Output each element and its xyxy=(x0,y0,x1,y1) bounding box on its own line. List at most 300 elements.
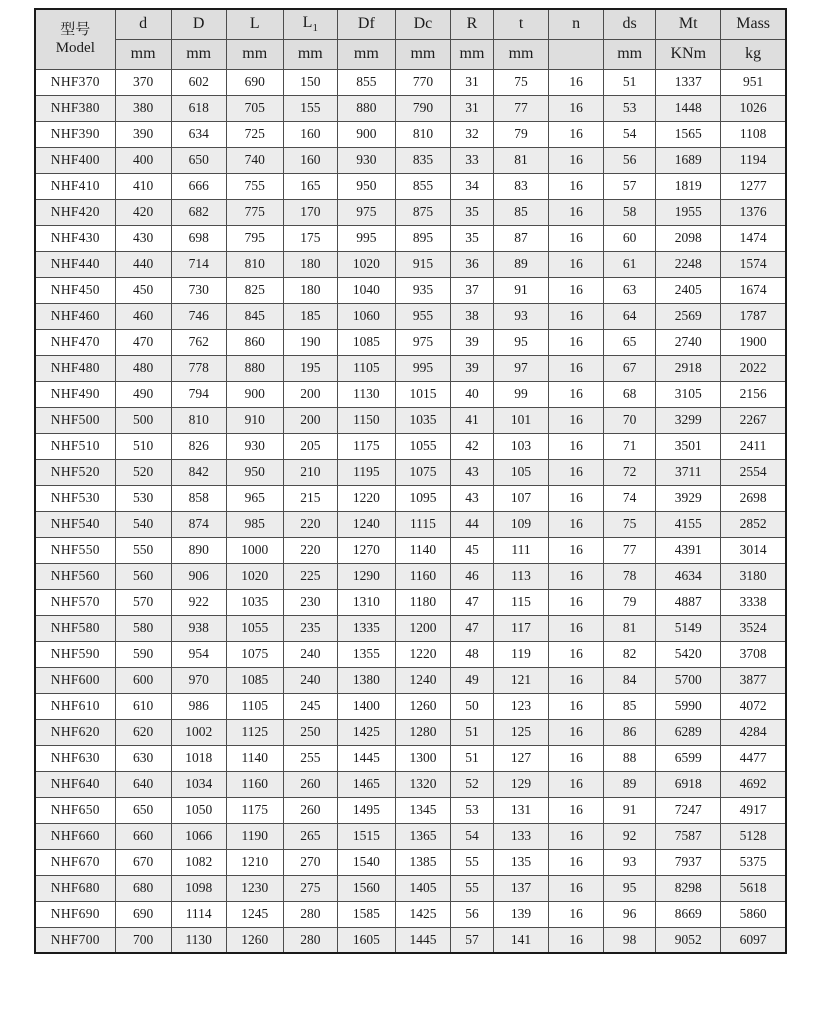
value-cell: 1385 xyxy=(395,849,450,875)
value-cell: 48 xyxy=(450,641,493,667)
value-cell: 845 xyxy=(226,303,283,329)
value-cell: 55 xyxy=(450,849,493,875)
value-cell: 119 xyxy=(494,641,549,667)
value-cell: 91 xyxy=(494,277,549,303)
table-row xyxy=(35,875,786,901)
value-cell: 700 xyxy=(115,927,171,953)
value-cell: 2554 xyxy=(721,459,786,485)
value-cell: 280 xyxy=(283,901,337,927)
table-row xyxy=(35,407,786,433)
value-cell: 1075 xyxy=(395,459,450,485)
column-label-mt: Mt xyxy=(656,9,721,39)
value-cell: 380 xyxy=(115,95,171,121)
model-column-header xyxy=(35,9,115,69)
value-cell: 16 xyxy=(549,589,604,615)
value-cell: 975 xyxy=(395,329,450,355)
value-cell: 109 xyxy=(494,511,549,537)
value-cell: 79 xyxy=(604,589,656,615)
value-cell: 16 xyxy=(549,381,604,407)
value-cell: 16 xyxy=(549,927,604,953)
header-row-labels xyxy=(35,9,786,39)
value-cell: 1105 xyxy=(337,355,395,381)
table-row xyxy=(35,563,786,589)
column-label-n: n xyxy=(549,9,604,39)
value-cell: 4072 xyxy=(721,693,786,719)
value-cell: 725 xyxy=(226,121,283,147)
value-cell: 1240 xyxy=(337,511,395,537)
model-cell: NHF420 xyxy=(35,199,115,225)
value-cell: 3501 xyxy=(656,433,721,459)
value-cell: 3524 xyxy=(721,615,786,641)
value-cell: 1955 xyxy=(656,199,721,225)
value-cell: 121 xyxy=(494,667,549,693)
column-unit-d: mm xyxy=(171,39,226,69)
value-cell: 4887 xyxy=(656,589,721,615)
value-cell: 103 xyxy=(494,433,549,459)
table-row xyxy=(35,771,786,797)
table-row xyxy=(35,511,786,537)
value-cell: 53 xyxy=(450,797,493,823)
value-cell: 225 xyxy=(283,563,337,589)
value-cell: 39 xyxy=(450,329,493,355)
value-cell: 970 xyxy=(171,667,226,693)
table-row xyxy=(35,797,786,823)
value-cell: 125 xyxy=(494,719,549,745)
model-cell: NHF640 xyxy=(35,771,115,797)
value-cell: 1230 xyxy=(226,875,283,901)
value-cell: 200 xyxy=(283,381,337,407)
value-cell: 16 xyxy=(549,693,604,719)
value-cell: 755 xyxy=(226,173,283,199)
value-cell: 16 xyxy=(549,875,604,901)
value-cell: 4391 xyxy=(656,537,721,563)
value-cell: 1345 xyxy=(395,797,450,823)
value-cell: 794 xyxy=(171,381,226,407)
value-cell: 77 xyxy=(494,95,549,121)
value-cell: 1190 xyxy=(226,823,283,849)
value-cell: 1585 xyxy=(337,901,395,927)
table-row xyxy=(35,719,786,745)
value-cell: 900 xyxy=(337,121,395,147)
value-cell: 1115 xyxy=(395,511,450,537)
value-cell: 127 xyxy=(494,745,549,771)
value-cell: 810 xyxy=(171,407,226,433)
value-cell: 4284 xyxy=(721,719,786,745)
value-cell: 54 xyxy=(604,121,656,147)
column-label-r: R xyxy=(450,9,493,39)
value-cell: 1240 xyxy=(395,667,450,693)
value-cell: 85 xyxy=(494,199,549,225)
value-cell: 180 xyxy=(283,277,337,303)
value-cell: 965 xyxy=(226,485,283,511)
value-cell: 1448 xyxy=(656,95,721,121)
value-cell: 1066 xyxy=(171,823,226,849)
value-cell: 93 xyxy=(494,303,549,329)
value-cell: 935 xyxy=(395,277,450,303)
value-cell: 160 xyxy=(283,121,337,147)
model-cell: NHF520 xyxy=(35,459,115,485)
value-cell: 1900 xyxy=(721,329,786,355)
table-row xyxy=(35,641,786,667)
value-cell: 133 xyxy=(494,823,549,849)
value-cell: 1140 xyxy=(395,537,450,563)
value-cell: 770 xyxy=(395,69,450,95)
value-cell: 105 xyxy=(494,459,549,485)
value-cell: 660 xyxy=(115,823,171,849)
value-cell: 880 xyxy=(337,95,395,121)
value-cell: 1495 xyxy=(337,797,395,823)
value-cell: 530 xyxy=(115,485,171,511)
value-cell: 16 xyxy=(549,433,604,459)
value-cell: 740 xyxy=(226,147,283,173)
value-cell: 52 xyxy=(450,771,493,797)
column-unit-r: mm xyxy=(450,39,493,69)
value-cell: 1095 xyxy=(395,485,450,511)
value-cell: 1605 xyxy=(337,927,395,953)
value-cell: 75 xyxy=(494,69,549,95)
value-cell: 270 xyxy=(283,849,337,875)
value-cell: 96 xyxy=(604,901,656,927)
value-cell: 3711 xyxy=(656,459,721,485)
value-cell: 650 xyxy=(115,797,171,823)
value-cell: 1180 xyxy=(395,589,450,615)
value-cell: 9052 xyxy=(656,927,721,953)
value-cell: 31 xyxy=(450,69,493,95)
value-cell: 1200 xyxy=(395,615,450,641)
value-cell: 37 xyxy=(450,277,493,303)
value-cell: 1150 xyxy=(337,407,395,433)
value-cell: 875 xyxy=(395,199,450,225)
value-cell: 1034 xyxy=(171,771,226,797)
model-cell: NHF590 xyxy=(35,641,115,667)
value-cell: 520 xyxy=(115,459,171,485)
model-cell: NHF630 xyxy=(35,745,115,771)
value-cell: 170 xyxy=(283,199,337,225)
value-cell: 43 xyxy=(450,459,493,485)
value-cell: 47 xyxy=(450,615,493,641)
value-cell: 570 xyxy=(115,589,171,615)
column-unit-t: mm xyxy=(494,39,549,69)
column-unit-l1: mm xyxy=(283,39,337,69)
value-cell: 46 xyxy=(450,563,493,589)
value-cell: 4155 xyxy=(656,511,721,537)
value-cell: 64 xyxy=(604,303,656,329)
value-cell: 1376 xyxy=(721,199,786,225)
table-row xyxy=(35,251,786,277)
value-cell: 205 xyxy=(283,433,337,459)
column-label-l1: $L_1$ xyxy=(283,9,337,39)
value-cell: 141 xyxy=(494,927,549,953)
value-cell: 895 xyxy=(395,225,450,251)
value-cell: 93 xyxy=(604,849,656,875)
value-cell: 99 xyxy=(494,381,549,407)
table-row xyxy=(35,901,786,927)
value-cell: 5990 xyxy=(656,693,721,719)
value-cell: 75 xyxy=(604,511,656,537)
value-cell: 77 xyxy=(604,537,656,563)
value-cell: 680 xyxy=(115,875,171,901)
value-cell: 101 xyxy=(494,407,549,433)
value-cell: 39 xyxy=(450,355,493,381)
value-cell: 155 xyxy=(283,95,337,121)
value-cell: 57 xyxy=(450,927,493,953)
value-cell: 1018 xyxy=(171,745,226,771)
value-cell: 135 xyxy=(494,849,549,875)
value-cell: 1380 xyxy=(337,667,395,693)
value-cell: 245 xyxy=(283,693,337,719)
value-cell: 60 xyxy=(604,225,656,251)
value-cell: 67 xyxy=(604,355,656,381)
value-cell: 1108 xyxy=(721,121,786,147)
value-cell: 16 xyxy=(549,485,604,511)
value-cell: 1130 xyxy=(171,927,226,953)
value-cell: 986 xyxy=(171,693,226,719)
value-cell: 260 xyxy=(283,771,337,797)
table-row xyxy=(35,95,786,121)
value-cell: 855 xyxy=(395,173,450,199)
value-cell: 2405 xyxy=(656,277,721,303)
value-cell: 825 xyxy=(226,277,283,303)
column-unit-mass: kg xyxy=(721,39,786,69)
value-cell: 650 xyxy=(171,147,226,173)
value-cell: 111 xyxy=(494,537,549,563)
model-cell: NHF660 xyxy=(35,823,115,849)
value-cell: 16 xyxy=(549,745,604,771)
column-unit-ds: mm xyxy=(604,39,656,69)
model-cell: NHF380 xyxy=(35,95,115,121)
value-cell: 630 xyxy=(115,745,171,771)
value-cell: 8298 xyxy=(656,875,721,901)
table-row xyxy=(35,199,786,225)
value-cell: 210 xyxy=(283,459,337,485)
model-cell: NHF440 xyxy=(35,251,115,277)
value-cell: 123 xyxy=(494,693,549,719)
value-cell: 51 xyxy=(450,719,493,745)
value-cell: 420 xyxy=(115,199,171,225)
value-cell: 95 xyxy=(604,875,656,901)
value-cell: 88 xyxy=(604,745,656,771)
value-cell: 16 xyxy=(549,615,604,641)
value-cell: 1365 xyxy=(395,823,450,849)
value-cell: 400 xyxy=(115,147,171,173)
value-cell: 72 xyxy=(604,459,656,485)
model-cell: NHF700 xyxy=(35,927,115,953)
value-cell: 70 xyxy=(604,407,656,433)
value-cell: 275 xyxy=(283,875,337,901)
value-cell: 510 xyxy=(115,433,171,459)
value-cell: 65 xyxy=(604,329,656,355)
value-cell: 8669 xyxy=(656,901,721,927)
column-unit-n xyxy=(549,39,604,69)
value-cell: 5375 xyxy=(721,849,786,875)
value-cell: 826 xyxy=(171,433,226,459)
value-cell: 280 xyxy=(283,927,337,953)
value-cell: 16 xyxy=(549,329,604,355)
value-cell: 1140 xyxy=(226,745,283,771)
value-cell: 85 xyxy=(604,693,656,719)
value-cell: 810 xyxy=(395,121,450,147)
value-cell: 410 xyxy=(115,173,171,199)
value-cell: 16 xyxy=(549,69,604,95)
value-cell: 682 xyxy=(171,199,226,225)
value-cell: 698 xyxy=(171,225,226,251)
value-cell: 1060 xyxy=(337,303,395,329)
value-cell: 137 xyxy=(494,875,549,901)
value-cell: 68 xyxy=(604,381,656,407)
value-cell: 3105 xyxy=(656,381,721,407)
value-cell: 560 xyxy=(115,563,171,589)
value-cell: 835 xyxy=(395,147,450,173)
model-cell: NHF410 xyxy=(35,173,115,199)
header-row-units xyxy=(35,39,786,69)
column-label-ds: ds xyxy=(604,9,656,39)
column-unit-df: mm xyxy=(337,39,395,69)
value-cell: 620 xyxy=(115,719,171,745)
model-cell: NHF530 xyxy=(35,485,115,511)
value-cell: 165 xyxy=(283,173,337,199)
value-cell: 4634 xyxy=(656,563,721,589)
value-cell: 74 xyxy=(604,485,656,511)
value-cell: 1020 xyxy=(337,251,395,277)
model-cell: NHF690 xyxy=(35,901,115,927)
value-cell: 670 xyxy=(115,849,171,875)
model-cell: NHF390 xyxy=(35,121,115,147)
value-cell: 775 xyxy=(226,199,283,225)
value-cell: 82 xyxy=(604,641,656,667)
value-cell: 618 xyxy=(171,95,226,121)
model-cell: NHF600 xyxy=(35,667,115,693)
value-cell: 43 xyxy=(450,485,493,511)
column-label-dc: Dc xyxy=(395,9,450,39)
value-cell: 5128 xyxy=(721,823,786,849)
value-cell: 53 xyxy=(604,95,656,121)
value-cell: 220 xyxy=(283,537,337,563)
value-cell: 370 xyxy=(115,69,171,95)
value-cell: 790 xyxy=(395,95,450,121)
table-row xyxy=(35,745,786,771)
value-cell: 2248 xyxy=(656,251,721,277)
table-row xyxy=(35,329,786,355)
value-cell: 51 xyxy=(450,745,493,771)
value-cell: 1245 xyxy=(226,901,283,927)
value-cell: 1085 xyxy=(226,667,283,693)
table-row xyxy=(35,433,786,459)
value-cell: 810 xyxy=(226,251,283,277)
value-cell: 860 xyxy=(226,329,283,355)
value-cell: 1280 xyxy=(395,719,450,745)
model-cell: NHF400 xyxy=(35,147,115,173)
value-cell: 16 xyxy=(549,225,604,251)
table-row xyxy=(35,537,786,563)
value-cell: 200 xyxy=(283,407,337,433)
value-cell: 1335 xyxy=(337,615,395,641)
value-cell: 1050 xyxy=(171,797,226,823)
table-row xyxy=(35,485,786,511)
table-row xyxy=(35,589,786,615)
value-cell: 63 xyxy=(604,277,656,303)
value-cell: 1040 xyxy=(337,277,395,303)
value-cell: 89 xyxy=(494,251,549,277)
value-cell: 1270 xyxy=(337,537,395,563)
value-cell: 1220 xyxy=(337,485,395,511)
value-cell: 7937 xyxy=(656,849,721,875)
column-unit-mt: KNm xyxy=(656,39,721,69)
model-cell: NHF450 xyxy=(35,277,115,303)
value-cell: 51 xyxy=(604,69,656,95)
value-cell: 1125 xyxy=(226,719,283,745)
value-cell: 930 xyxy=(337,147,395,173)
value-cell: 1035 xyxy=(226,589,283,615)
table-row xyxy=(35,615,786,641)
value-cell: 950 xyxy=(226,459,283,485)
table-row xyxy=(35,277,786,303)
value-cell: 81 xyxy=(494,147,549,173)
value-cell: 16 xyxy=(549,303,604,329)
value-cell: 1026 xyxy=(721,95,786,121)
value-cell: 235 xyxy=(283,615,337,641)
column-label-df: Df xyxy=(337,9,395,39)
value-cell: 1220 xyxy=(395,641,450,667)
table-row xyxy=(35,147,786,173)
value-cell: 1175 xyxy=(337,433,395,459)
value-cell: 16 xyxy=(549,797,604,823)
model-cell: NHF650 xyxy=(35,797,115,823)
table-body xyxy=(35,69,786,953)
value-cell: 954 xyxy=(171,641,226,667)
value-cell: 33 xyxy=(450,147,493,173)
value-cell: 2098 xyxy=(656,225,721,251)
value-cell: 35 xyxy=(450,199,493,225)
value-cell: 2022 xyxy=(721,355,786,381)
model-cell: NHF540 xyxy=(35,511,115,537)
value-cell: 45 xyxy=(450,537,493,563)
model-cell: NHF550 xyxy=(35,537,115,563)
model-cell: NHF480 xyxy=(35,355,115,381)
value-cell: 1020 xyxy=(226,563,283,589)
value-cell: 390 xyxy=(115,121,171,147)
table-row xyxy=(35,355,786,381)
value-cell: 1337 xyxy=(656,69,721,95)
value-cell: 16 xyxy=(549,641,604,667)
value-cell: 1290 xyxy=(337,563,395,589)
value-cell: 1787 xyxy=(721,303,786,329)
value-cell: 240 xyxy=(283,641,337,667)
value-cell: 705 xyxy=(226,95,283,121)
value-cell: 1565 xyxy=(656,121,721,147)
value-cell: 500 xyxy=(115,407,171,433)
value-cell: 460 xyxy=(115,303,171,329)
value-cell: 1300 xyxy=(395,745,450,771)
value-cell: 40 xyxy=(450,381,493,407)
spec-table-container xyxy=(34,8,787,954)
value-cell: 951 xyxy=(721,69,786,95)
value-cell: 50 xyxy=(450,693,493,719)
value-cell: 1055 xyxy=(395,433,450,459)
value-cell: 1075 xyxy=(226,641,283,667)
value-cell: 6918 xyxy=(656,771,721,797)
model-cell: NHF470 xyxy=(35,329,115,355)
model-cell: NHF570 xyxy=(35,589,115,615)
value-cell: 38 xyxy=(450,303,493,329)
value-cell: 97 xyxy=(494,355,549,381)
table-row xyxy=(35,823,786,849)
value-cell: 922 xyxy=(171,589,226,615)
table-row xyxy=(35,927,786,953)
table-row xyxy=(35,303,786,329)
value-cell: 16 xyxy=(549,771,604,797)
value-cell: 858 xyxy=(171,485,226,511)
value-cell: 230 xyxy=(283,589,337,615)
